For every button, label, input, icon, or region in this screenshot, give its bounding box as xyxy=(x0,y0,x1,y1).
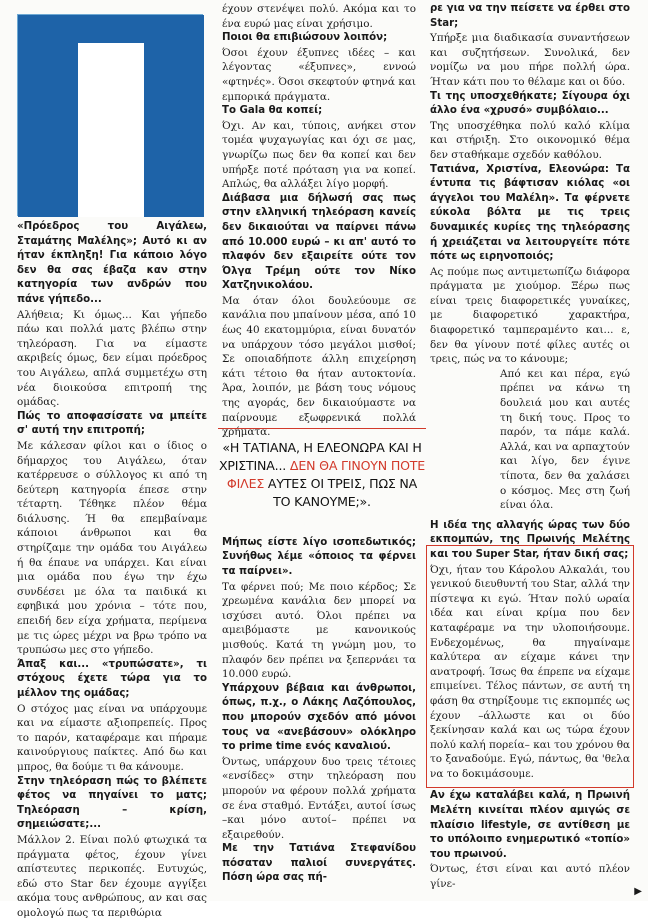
answer: Με κάλεσαν φίλοι και ο ίδιος ο δήμαρχος του Αιγάλεω, όταν κατέρρευσε ο σύλλογος κι από τη δεύτερη κατηγορία έπεσε στην τέταρτη. Τέθηκε πλέον θέμα διάλυσης. Ή θα επεμβαίναμε κάποιοι άνθρωποι και θα στηρίζαμε την ομάδα του Αιγάλεω ή θα έπαυε να υπάρχει. Και είναι μια ομάδα που έγω την έχω συνδέσει με όλα τα παιδικά κι εφηβικά μου χρόνια – τότε που, επειδή δεν είχα χρήματα, περίμενα με τις ώρες μέχρι να βρω τρόπο να τρυπώσω μες στο γήπεδο. xyxy=(17,439,207,657)
question: Τι της υποσχεθήκατε; Σίγουρα όχι άλλο ένα «χρυσό» συμβόλαιο... xyxy=(430,90,630,117)
answer: Μάλλον 2. Είναι πολύ φτωχικά τα πράγματα φέτος, έχουν γίνει απίστευτες περικοπές. Ευτυχώς, εδώ στο Star δεν έχουμε αγγίξει ακόμα τους ανθρώπους, αν και σας ομολογώ πως τα περιθώρια xyxy=(17,833,207,919)
question: Ποιοι θα επιβιώσουν λοιπόν; xyxy=(222,32,388,44)
answer: Ο στόχος μας είναι να υπάρχουμε και να είμαστε αξιοπρεπείς. Προς το παρόν, καταφέραμε και πήραμε καινούργιους παίκτες. Από δω και μπρος, θα δούμε τι θα κάνουμε. xyxy=(17,702,207,773)
pull-quote-highlight: ΔΕΝ ΘΑ ΓΙΝΟΥΝ ΠΟΤΕ ΦΙΛΕΣ xyxy=(226,458,426,491)
dropcap-letter-gap xyxy=(78,43,144,217)
column-1 xyxy=(17,220,207,921)
answer: Αλήθεια; Κι όμως... Και γήπεδο πάω και πολλά ματς βλέπω στην τηλεόραση. Για να είμαστε ακριβείς όμως, δεν είμαι πρόεδρος του Αιγάλεω, απλά συμμετέχω στη νέα διοικούσα επιτροπή της ομάδας. xyxy=(17,308,207,409)
dropcap-pi-block xyxy=(17,14,203,216)
answer: Τα φέρνει πού; Με ποιο κέρδος; Σε χρεωμένα κανάλια δεν μπορεί να ισχύσει αυτό. Όλοι πρέπει να αμειβόμαστε με κανονικούς μισθούς. Κατά τη γνώμη μου, το πλαφόν δεν πρέπει να ξεπερνάει τα 10.000 ευρώ. xyxy=(222,580,416,681)
answer-continued: έχουν στενέψει πολύ. Ακόμα και το ένα ευρώ μας είναι χρήσιμο. xyxy=(222,3,416,30)
pull-quote xyxy=(218,428,426,508)
question: Διάβασα μια δήλωσή σας πως στην ελληνική τηλεόραση κανείς δεν δικαιούται να παίρνει πάνω από 10.000 ευρώ – κι απ' αυτό το πλαφόν δεν εξαιρείτε ούτε τον Όλγα Τρέμη ούτε τον Νίκο Χατζηνικολάου. xyxy=(222,192,416,292)
pull-quote-line1: «Η ΤΑΤΙΑΝΑ, Η ΕΛΕΟΝΩΡΑ ΚΑΙ Η ΧΡΙΣΤΙΝΑ... xyxy=(218,440,422,473)
continue-arrow-icon: ▶ xyxy=(634,886,642,897)
answer: Όσοι έχουν έξυπνες ιδέες – και λέγοντας «έξυπνες», εννοώ «φτηνές». Όσοι σκεφτούν φτηνά και εμπορικά πράγματα. xyxy=(222,46,416,103)
highlighted-question: Η ιδέα της αλλαγής ώρας των δύο εκπομπών, της Πρωινής Μελέτης και του Super Star, ήταν δική σας; xyxy=(430,519,630,560)
answer: Όντως, έτσι είναι και αυτό πλέον γίνε- xyxy=(430,863,630,891)
pull-quote-line2: ΑΥΤΕΣ ΟΙ ΤΡΕΙΣ, ΠΩΣ ΝΑ ΤΟ ΚΑΝΟΥΜΕ;». xyxy=(267,476,418,509)
answer: Όντως, υπάρχουν δυο τρεις τέτοιες «ενσίδες» στην τηλεόραση που μπορούν να φέρουν πολλά χρήματα σε ένα σταθμό. Εντάξει, αυτοί ίσως –και μόνο αυτοί– πρέπει να εξαιρεθούν. xyxy=(222,755,416,841)
question: Πώς το αποφασίσατε να μπείτε σ' αυτή την επιτροπή; xyxy=(17,410,207,437)
question: Με την Τατιάνα Στεφανίδου πόσαταν παλιοί συνεργάτες. Πόση ώρα σας πή- xyxy=(222,843,416,884)
answer: Ας πούμε πως αντιμετωπίζω διάφορα πράγματα με χιούμορ. Ξέρω πως είναι τρεις διαφορετικές γυναίκες, με διαφορετικό χαρακτήρα, διαφορετικό ταμπεραμέντο και... ε, δεν θα γίνουν ποτέ φίλες αυτές οι τρεις, πώς να το κάνουμε; xyxy=(430,265,630,366)
answer: Όχι. Αν και, τύποις, ανήκει στον τομέα ψυχαγωγίας και όχι σε μας, γνωρίζω πως δεν θα κοπεί και δεν υπήρξε ποτέ πρόταση για να κοπεί. Απλώς, θα αλλάξει λίγο μορφή. xyxy=(222,119,416,191)
answer: Μα όταν όλοι δουλεύουμε σε κανάλια που μπαίνουν μέσα, από 10 έως 40 εκατομμύρια, είναι δυνατόν να υπάρχουν τόσο μεγάλοι μισθοί; Σε οποιαδήποτε άλλη επιχείρηση κάτι τέτοιο θα ήταν αυτοκτονία. Άρα, λοιπόν, με βάση τους νόμους της αγοράς, δεν δικαιούμαστε να παίρνουμε εξωφρενικά πολλά χρήματα. xyxy=(222,294,416,439)
answer: Υπήρξε μια διαδικασία συναντήσεων και συζητήσεων. Συνολικά, δεν νομίζω να μου πήρε πολλή ώρα. Ήταν κάτι που το θέλαμε και οι δύο. xyxy=(430,32,630,88)
question: Στην τηλεόραση πώς το βλέπετε φέτος να πηγαίνει το ματς; Τηλεόραση – κρίση, σημειώσατε;... xyxy=(17,775,207,831)
question-continued: ρε για να την πείσετε να έρθει στο Star; xyxy=(430,3,630,29)
highlighted-answer: Όχι, ήταν του Κάρολου Αλκαλάι, του γενικού διευθυντή του Star, αλλά την πίστεψα κι εγώ. Ήταν πολύ ωραία ιδέα και είναι κρίμα που δεν καταφέραμε να την υλοποιήσουμε. Ενδεχομένως, θα πηγαίναμε καλύτερα αν είχαμε κάνει την ανατροφή. Ίσως θα έπρεπε να είχαμε επιμείνει. Τέλος πάντων, σε αυτή τη φάση θα στηρίξουμε τις εκπομπές ως έχουν –άλλωστε και οι δύο ξεκίνησαν καλά και ως τώρα έχουν πολύ καλή πορεία– και του χρόνου θα το ξαναδούμε. Εγώ, πάντως, θα 'θελα να το δοκιμάσουμε. xyxy=(430,563,630,780)
highlight-box xyxy=(426,545,634,788)
question: Μήπως είστε λίγο ισοπεδωτικός; Συνήθως λέμε «όποιος τα φέρνει τα παίρνει». xyxy=(222,536,416,577)
question: Τατιάνα, Χριστίνα, Ελεονώρα: Τα έντυπα τις βάφτισαν κιόλας «οι άγγελοι του Μαλέλη». Τα φέρνετε εύκολα βόλτα με τις τρεις δυναμικές κυρίες της τηλεόρασης ή χρειάζεται να λειτουργείτε πότε πότε ως ειρηνοποιός; xyxy=(430,163,630,263)
intro-question: «Πρόεδρος του Αιγάλεω, Σταμάτης Μαλέλης»; Αυτό κι αν ήταν έκπληξη! Για κάποιο λόγο δεν θα σας έβαζα καν στην κατηγορία των ανδρών που πάνε γήπεδο... xyxy=(17,221,207,305)
question: Αν έχω καταλάβει καλά, η Πρωινή Μελέτη κινείται πλέον αμιγώς σε πλαίσιο lifestyle, σε αντίθεση με το υπόλοιπο ενημερωτικό «τοπίο» του πρωινού. xyxy=(430,790,630,860)
question: Άπαξ και... «τρυπώσατε», τι στόχους έχετε τώρα για το μέλλον της ομάδας; xyxy=(17,658,207,699)
question: Υπάρχουν βέβαια και άνθρωποι, όπως, π.χ., ο Λάκης Λαζόπουλος, που μπορούν σχεδόν από μόνοι τους να «ανεβάσουν» ολόκληρο το prime time ενός καναλιού. xyxy=(222,682,416,753)
answer: Από κει και πέρα, εγώ πρέπει να κάνω τη δουλειά μου και αυτές τη δική τους. Προς το παρόν, τα πάμε καλά. Αλλά, και να αρπαχτούν και λίγο, δεν έγινε τίποτα, δεν θα χαλάσει ο κόσμος. Μες στη ζωή είναι όλα. xyxy=(500,367,630,512)
answer: Της υποσχέθηκα πολύ καλό κλίμα και στήριξη. Στο οικονομικό θέμα δεν σταθήκαμε σχεδόν καθόλου. xyxy=(430,119,630,161)
question: Το Gala θα κοπεί; xyxy=(222,105,323,117)
